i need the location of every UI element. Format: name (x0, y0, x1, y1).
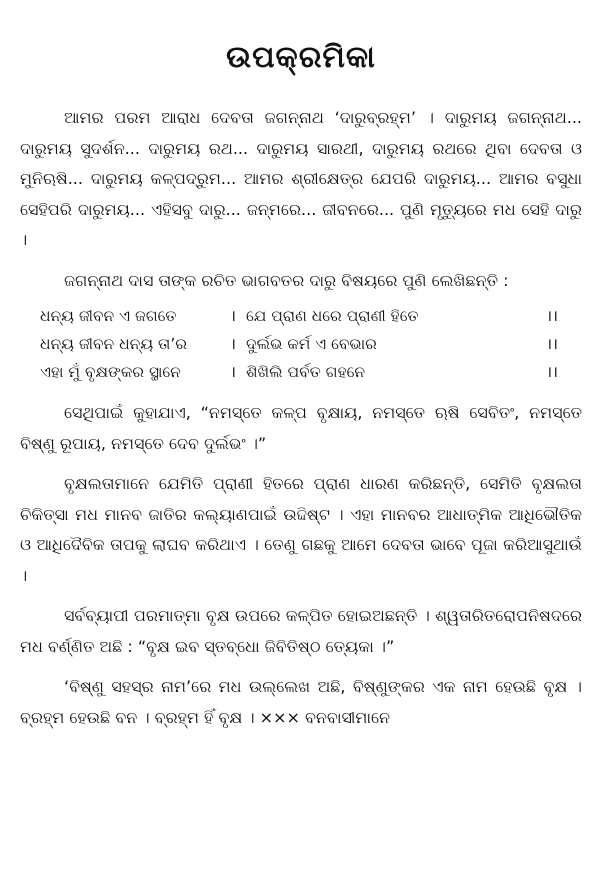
verse-end-mark: ।। (546, 363, 558, 381)
verse-second-half: ଦୁର୍ଲଭ କର୍ମ ଏ ବେଭାର (246, 335, 377, 353)
verse-second-half: ଶିଖିଲି ପର୍ବତ ଗହନେ (246, 363, 366, 381)
paragraph-vishnu-sahasranama: ‘ବିଷ୍ଣୁ ସହସ୍ର ନାମ’ରେ ମଧ ଉଲ୍ଲେଖ ଅଛି, ବିଷ୍ଣୁଙ୍କର ଏକ ନାମ ହେଉଛି ବୃକ୍ଷ । ବ୍ରହ୍ମ ହେଉଛି ବନ । ବ୍ରହ୍ମ ହିଁ ବୃକ୍ଷ । ××× ବନବାସୀମାନେ (20, 677, 582, 727)
verse-first-half: ଏହା ମୁଁ ବୃକ୍ଷଙ୍କର ସ୍ଥାନେ (40, 363, 181, 381)
paragraph-bhagabata-intro: ଜଗନ୍ନାଥ ଦାସ ତାଙ୍କ ରଚିତ ଭାଗବତର ଦାରୁ ବିଷୟରେ ପୁଣି ଲେଖିଛନ୍ତି : (64, 270, 509, 290)
page-title: ଉପକ୍ରମିକା (226, 40, 376, 75)
verse-end-mark: ।। (546, 335, 558, 353)
verse-end-mark: ।। (546, 307, 558, 325)
verse-line (20, 302, 582, 330)
paragraph-paramatma: ସର୍ବବ୍ୟାପୀ ପରମାତ୍ମା ବୃକ୍ଷ ଉପରେ କଳ୍ପିତ ହୋଇଅଛନ୍ତି । ଶ୍ୱତାରିତରୋପନିଷଦରେ ମଧ ବର୍ଣ୍ଣିତ ଅଛି : “ବୃକ୍ଷ ଇବ ସ୍ତବ୍ଧୋ ଜିବିତିଷ୍ଠ ତ୍ୟେକା ।” (20, 606, 582, 656)
verse-block (20, 302, 582, 386)
verse-line (20, 330, 582, 358)
verse-separator: । (230, 307, 236, 325)
paragraph-plants-healing: ବୃକ୍ଷଲତାମାନେ ଯେମିତି ପ୍ରାଣୀ ହିତରେ ପ୍ରାଣ ଧାରଣ କରିଛନ୍ତି, ସେମିତି ବୃକ୍ଷଲତା ଚିକିତ୍ସା ମଧ ମାନବ ଜାତିର କଲ୍ୟାଣପାଇଁ ଉଦ୍ଦିଷ୍ଟ । ଏହା ମାନବର ଆଧାତ୍ମିକ ଆଧିଭୌତିକ ଓ ଆଧିଦୈବିକ ତାପକୁ ଲାଘବ କରିଥାଏ । ତେଣୁ ଗଛକୁ ଆମେ ଦେବତା ଭାବେ ପୂଜା କରିଆସୁଥାଉଁ । (20, 474, 582, 585)
verse-separator: । (230, 363, 236, 381)
verse-first-half: ଧନ୍ୟ ଜୀବନ ଧନ୍ୟ ତା’ର (40, 335, 188, 353)
verse-second-half: ଯେ ପ୍ରାଣ ଧରେ ପ୍ରାଣୀ ହିତେ (246, 307, 419, 325)
verse-first-half: ଧନ୍ୟ ଜୀବନ ଏ ଜଗତେ (40, 307, 177, 325)
paragraph-namaste: ସେଥିପାଇଁ କୁହାଯାଏ, “ନମସ୍ତେ କଳ୍ପ ବୃକ୍ଷାୟ, ନମସ୍ତେ ଋଷି ସେବିତଂ, ନମସ୍ତେ ବିଷ୍ଣୁ ରୂପାୟ, ନମସ୍ତେ ଦେବ ଦୁର୍ଲଭଂ ।” (20, 403, 582, 453)
verse-separator: । (230, 335, 236, 353)
paragraph-daru: ଆମର ପରମ ଆରାଧ ଦେବତା ଜଗନ୍ନାଥ ‘ଦାରୁବ୍ରହ୍ମ’ । ଦାରୁମୟ ଜଗନ୍ନାଥ... ଦାରୁମୟ ସୁଦର୍ଶନ... ଦାରୁମୟ ରଥ... ଦାରୁମୟ ସାରଥୀ, ଦାରୁମୟ ରଥରେ ଥିବା ଦେବତା ଓ ମୁନିଋଷି... ଦାରୁମୟ କଳ୍ପଦ୍ରୁମ... ଆମର ଶ୍ରୀକ୍ଷେତ୍ର ଯେପରି ଦାରୁମୟ... ଆମର ବସୁଧା ସେହିପରି ଦାରୁମୟ... ଏହିସବୁ ଦାରୁ... ଜନ୍ମରେ... ଜୀବନରେ... ପୁଣି ମୃତ୍ୟୁରେ ମଧ ସେହି ଦାରୁ । (20, 108, 582, 249)
verse-line (20, 358, 582, 386)
